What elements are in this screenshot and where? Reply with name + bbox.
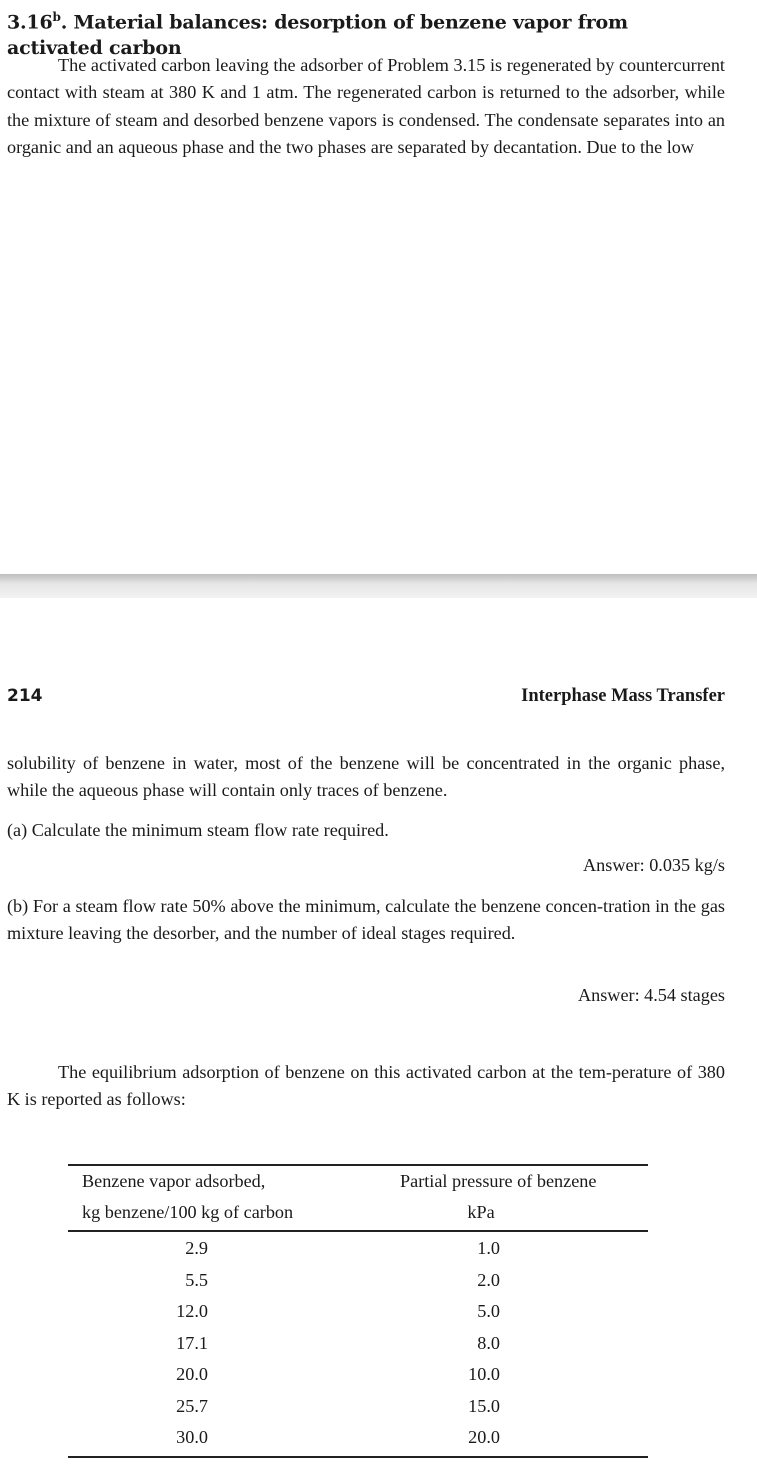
page-top [0,0,757,574]
table-row [68,1231,648,1265]
problem-difficulty: b [52,10,61,24]
paragraph-continued: solubility of benzene in water, most of the benzene will be concentrated in the organic phase, while the aqueous phase will contain only traces of benzene. [7,753,725,801]
pressure-cell: 1.0 [477,1238,500,1258]
page-number: 214 [7,686,43,706]
running-head: Interphase Mass Transfer [521,686,725,706]
question-a: (a) Calculate the minimum steam flow rate required. [7,820,389,840]
pressure-cell: 8.0 [477,1332,500,1353]
pressure-cell: 10.0 [468,1364,500,1384]
page-bottom [0,598,757,1465]
col1-header-line2: kg benzene/100 kg of carbon [68,1197,382,1231]
table-row [68,1265,648,1297]
adsorbed-cell: 2.9 [185,1238,208,1258]
adsorbed-cell: 5.5 [185,1269,208,1290]
adsorbed-cell: 17.1 [176,1332,208,1353]
problem-title-text: . Material balances: desorption of benzene vapor from activated carbon [7,11,628,60]
pressure-cell: 2.0 [477,1269,500,1290]
answer-a: Answer: 0.035 kg/s [583,855,725,875]
table-row [68,1328,648,1360]
adsorbed-cell: 12.0 [176,1301,208,1321]
question-b: (b) For a steam flow rate 50% above the minimum, calculate the benzene concen-tration in the gas mixture leaving the desorber, and the number of ideal stages required. [7,896,725,944]
adsorbed-cell: 25.7 [176,1395,208,1416]
table-row [68,1359,648,1391]
table-row [68,1422,648,1457]
col2-header-line1: Partial pressure of benzene [400,1171,597,1191]
answer-b: Answer: 4.54 stages [578,985,725,1005]
col2-header-line2: kPa [382,1197,648,1231]
paragraph-equilibrium: The equilibrium adsorption of benzene on this activated carbon at the tem-perature of 380 K is reported as follows: [7,1062,725,1110]
pressure-cell: 5.0 [477,1301,500,1321]
problem-number: 3.16 [7,11,53,34]
table-row [68,1296,648,1328]
adsorbed-cell: 30.0 [176,1427,208,1447]
pressure-cell: 20.0 [468,1427,500,1447]
page-break [0,574,757,598]
pressure-cell: 15.0 [468,1395,500,1416]
col1-header-line1: Benzene vapor adsorbed, [82,1171,266,1191]
equilibrium-table [68,1164,648,1458]
adsorbed-cell: 20.0 [176,1364,208,1384]
paragraph-intro: The activated carbon leaving the adsorber of Problem 3.15 is regenerated by countercurrent contact with steam at 380 K and 1 atm. The regenerated carbon is returned to the adsorber, while the mixture of steam and desorbed benzene vapors is condensed. The condensate separates into an organic and an aqueous phase and the two phases are separated by decantation. Due to the low [7,55,725,157]
table-row [68,1391,648,1423]
